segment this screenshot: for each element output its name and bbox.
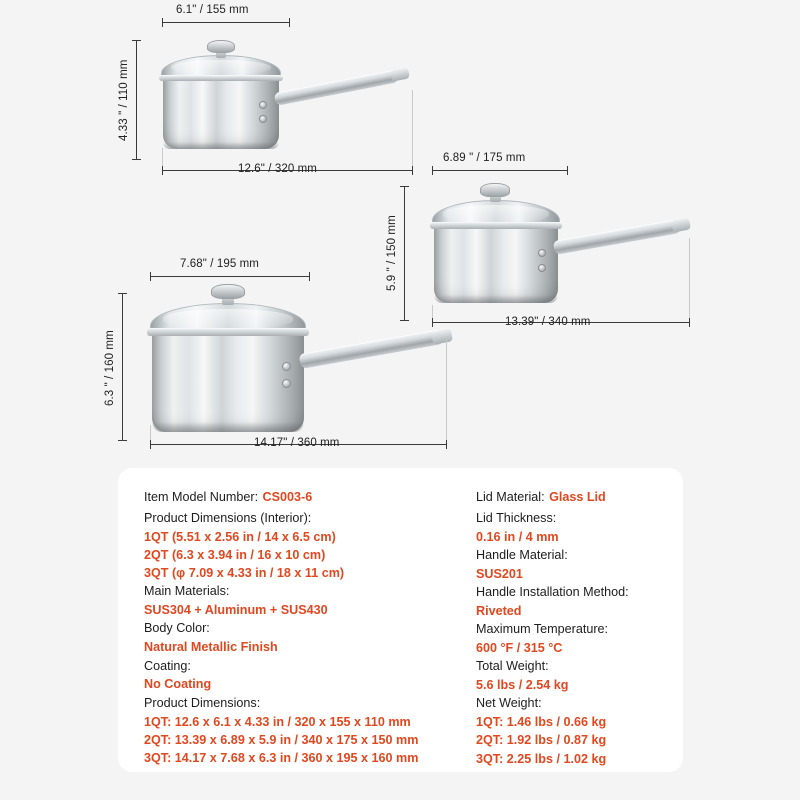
spec-label: Handle Installation Method: xyxy=(476,584,629,599)
spec-label: Net Weight: xyxy=(476,696,542,711)
spec-label: Coating: xyxy=(144,658,191,673)
dimension-line-height-1qt xyxy=(136,40,137,160)
spec-value: 2QT: 13.39 x 6.89 x 5.9 in / 340 x 175 x 150 mm xyxy=(144,732,419,747)
dimension-guide xyxy=(689,238,690,325)
dimension-line-width-3qt xyxy=(150,276,310,277)
product-image-saucepan-3qt xyxy=(140,280,450,445)
spec-value: 1QT: 12.6 x 6.1 x 4.33 in / 320 x 155 x 110 mm xyxy=(144,714,411,729)
dimension-tick xyxy=(150,440,151,449)
dimension-label-length-3qt: 14.17" / 360 mm xyxy=(254,437,340,449)
product-image-saucepan-1qt xyxy=(155,25,425,160)
spec-value: Natural Metallic Finish xyxy=(144,640,278,655)
spec-value: 3QT: 14.17 x 7.68 x 6.3 in / 360 x 195 x 160 mm xyxy=(144,751,419,766)
spec-value: 2QT: 1.92 lbs / 0.87 kg xyxy=(476,733,607,748)
spec-value: CS003-6 xyxy=(262,490,313,504)
spec-label: Product Dimensions: xyxy=(144,695,261,710)
spec-item xyxy=(476,486,676,509)
spec-item xyxy=(144,486,466,509)
spec-value: Glass Lid xyxy=(549,490,606,504)
dimension-tick xyxy=(150,272,151,281)
specifications-right-column xyxy=(476,486,676,769)
dimension-guide xyxy=(412,90,413,172)
dimension-tick xyxy=(118,293,127,294)
spec-value: 5.6 lbs / 2.54 kg xyxy=(476,678,569,693)
dimension-tick xyxy=(689,318,690,327)
dimension-tick xyxy=(412,166,413,175)
lid-knob xyxy=(207,40,235,53)
spec-item xyxy=(144,658,466,694)
spec-value: SUS201 xyxy=(476,566,523,581)
dimension-line-width-2qt xyxy=(432,170,568,171)
pot-body xyxy=(163,77,279,149)
spec-label: Product Dimensions (Interior): xyxy=(144,510,312,525)
spec-label: Main Materials: xyxy=(144,584,230,599)
spec-item xyxy=(476,510,676,546)
handle-rivet xyxy=(538,249,546,257)
spec-label: Lid Thickness: xyxy=(476,510,557,525)
dimension-label-width-2qt: 6.89 " / 175 mm xyxy=(443,152,526,164)
spec-label: Handle Material: xyxy=(476,547,568,562)
spec-item xyxy=(476,658,676,694)
pot-handle xyxy=(553,219,681,255)
spec-item xyxy=(476,547,676,583)
pot-handle xyxy=(274,69,399,106)
dimension-tick xyxy=(432,166,433,175)
handle-rivet xyxy=(259,101,267,109)
lid-knob xyxy=(480,183,510,197)
dimension-tick xyxy=(309,272,310,281)
handle-rivet xyxy=(538,264,546,272)
spec-value: 600 °F / 315 °C xyxy=(476,640,563,655)
dimension-label-height-1qt: 4.33 " / 110 mm xyxy=(118,59,130,141)
product-image-saucepan-2qt xyxy=(424,175,699,325)
dimension-tick xyxy=(446,440,447,449)
spec-value: SUS304 + Aluminum + SUS430 xyxy=(144,603,328,618)
dimension-line-height-3qt xyxy=(122,293,123,441)
spec-value: Riveted xyxy=(476,603,522,618)
spec-value: 3QT: 2.25 lbs / 1.02 kg xyxy=(476,751,607,766)
spec-label: Maximum Temperature: xyxy=(476,622,609,637)
spec-value: 0.16 in / 4 mm xyxy=(476,529,559,544)
dimension-tick xyxy=(400,186,409,187)
spec-item xyxy=(476,695,676,768)
dimension-label-length-1qt: 12.6" / 320 mm xyxy=(238,163,317,175)
spec-label: Body Color: xyxy=(144,621,210,636)
dimension-tick xyxy=(162,166,163,175)
lid-knob xyxy=(211,284,245,299)
specifications-left-column xyxy=(144,486,466,768)
dimension-label-height-3qt: 6.3 " / 160 mm xyxy=(104,330,116,406)
dimension-guide xyxy=(446,340,447,447)
spec-value: 3QT (φ 7.09 x 4.33 in / 18 x 11 cm) xyxy=(144,566,345,581)
spec-item xyxy=(144,510,466,583)
spec-label: Total Weight: xyxy=(476,659,549,674)
pot-handle-tip xyxy=(431,328,453,344)
dimension-tick xyxy=(567,166,568,175)
pot-handle xyxy=(299,329,444,369)
spec-value: 2QT (6.3 x 3.94 in / 16 x 10 cm) xyxy=(144,547,326,562)
handle-rivet xyxy=(259,115,267,123)
dimension-label-width-1qt: 6.1" / 155 mm xyxy=(176,4,249,16)
dimension-tick xyxy=(132,40,141,41)
specifications-card xyxy=(118,468,683,772)
dimension-tick xyxy=(289,18,290,27)
lid-rim xyxy=(430,222,562,229)
dimension-tick xyxy=(162,18,163,27)
dimension-label-width-3qt: 7.68" / 195 mm xyxy=(180,258,259,270)
lid-rim xyxy=(147,328,309,336)
dimension-tick xyxy=(118,440,127,441)
spec-item xyxy=(476,621,676,657)
spec-value: 1QT (5.51 x 2.56 in / 14 x 6.5 cm) xyxy=(144,529,336,544)
pot-handle-tip xyxy=(671,218,691,233)
spec-value: No Coating xyxy=(144,677,212,692)
dimension-label-length-2qt: 13.39" / 340 mm xyxy=(505,316,591,328)
spec-item xyxy=(144,620,466,656)
dimension-label-height-2qt: 5.9 " / 150 mm xyxy=(386,215,398,292)
lid-rim xyxy=(159,75,283,81)
handle-rivet xyxy=(282,379,291,388)
spec-item xyxy=(476,584,676,620)
pot-handle-tip xyxy=(390,67,410,81)
dimension-tick xyxy=(132,159,141,160)
handle-rivet xyxy=(282,362,291,371)
spec-value: 1QT: 1.46 lbs / 0.66 kg xyxy=(476,715,607,730)
spec-label: Item Model Number: xyxy=(144,490,259,504)
spec-item xyxy=(144,583,466,619)
spec-item xyxy=(144,695,466,768)
spec-label: Lid Material: xyxy=(476,490,545,504)
dimension-line-width-1qt xyxy=(162,22,290,23)
